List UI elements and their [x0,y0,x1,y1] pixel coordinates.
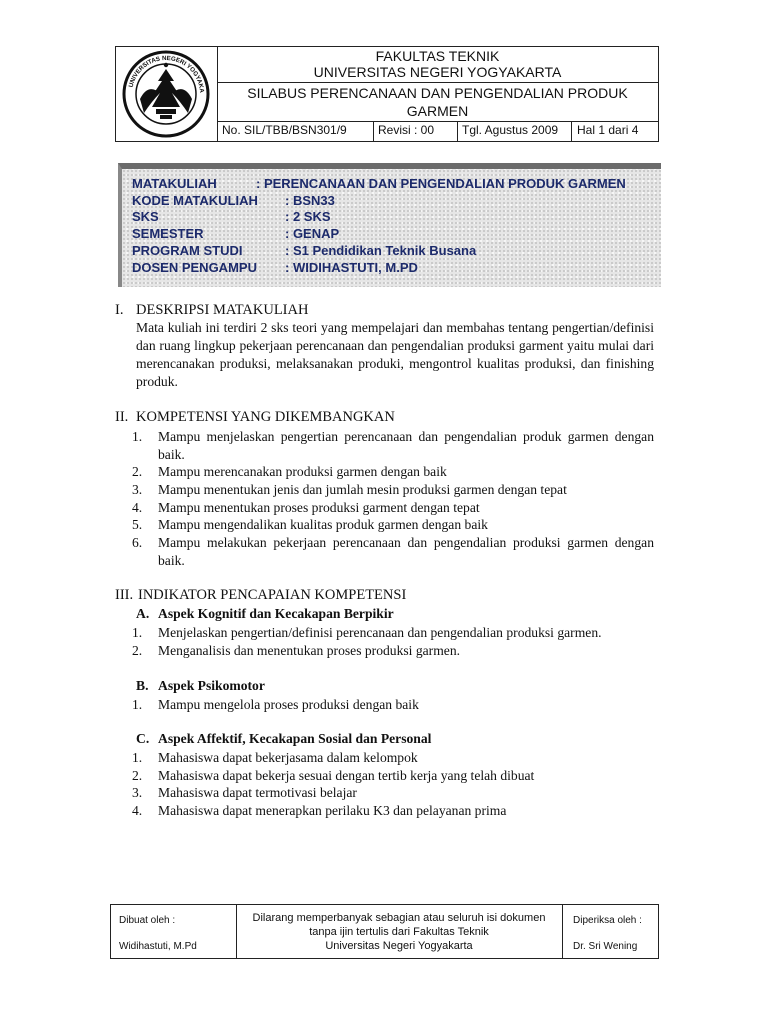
competency-text: Mampu melakukan pekerjaan perencanaan dan pengendalian produksi garmen dengan baik. [158,535,654,568]
list-item: 4. Mampu menentukan proses produksi garment dengan tepat [132,499,654,517]
notice-line-2: tanpa ijin tertulis dari Fakultas Teknik [309,926,489,938]
indicator-text: Mahasiswa dapat bekerjasama dalam kelompok [158,750,418,765]
revision-number: Revisi : 00 [378,123,435,137]
competency-text: Mampu menentukan jenis dan jumlah mesin produksi garmen dengan tepat [158,482,567,497]
made-by-label: Dibuat oleh : [119,915,176,926]
subsection-a-title: Aspek Kognitif dan Kecakapan Berpikir [158,606,394,621]
credits-label: SKS [132,209,159,224]
subsection-a-heading [136,606,394,622]
course-value: : PERENCANAAN DAN PENGENDALIAN PRODUK GARMEN [256,176,626,191]
list-item: 2. Mampu merencanakan produksi garmen dengan baik [132,463,654,481]
lecturer-label: DOSEN PENGAMPU [132,260,257,275]
list-item: 3. Mahasiswa dapat termotivasi belajar [132,784,654,802]
section-2-heading [115,409,395,426]
subsection-b-title: Aspek Psikomotor [158,678,265,693]
logo-ring-text: UNIVERSITAS NEGERI YOGYAKA [127,54,206,94]
list-item: 4. Mahasiswa dapat menerapkan perilaku K3 dan pelayanan prima [132,802,654,820]
lecturer-value: : WIDIHASTUTI, M.PD [285,260,418,275]
university-logo [116,47,217,142]
logo-cell [116,47,218,142]
course-label: MATAKULIAH [132,176,217,191]
indicator-text: Menganalisis dan menentukan proses produksi garmen. [158,643,461,658]
document-date: Tgl. Agustus 2009 [462,123,559,137]
course-code-value: : BSN33 [285,193,335,208]
made-by-name: Widihastuti, M.Pd [119,941,197,952]
notice-line-3: Universitas Negeri Yogyakarta [325,940,473,952]
list-item: 5. Mampu mengendalikan kualitas produk garmen dengan baik [132,516,654,534]
notice-line-1: Dilarang memperbanyak sebagian atau seluruh isi dokumen [252,912,546,924]
section-2-number: II. [115,409,129,425]
document-number: No. SIL/TBB/BSN301/9 [222,123,347,137]
section-1-number: I. [115,302,124,318]
course-info-box [118,163,661,287]
list-item: 2. Menganalisis dan menentukan proses produksi garmen. [132,642,654,660]
course-description: Mata kuliah ini terdiri 2 sks teori yang mempelajari dan membahas tentang pengertian/definisi dan ruang lingkup pekerjaan perencanaan dan pengendalian produksi garment yaitu mulai dari merencanakan produksi, melaksanakan produki, mengontrol kualitas produksi, dan finishing produk. [136,320,654,389]
list-item: 2. Mahasiswa dapat bekerja sesuai dengan tertib kerja yang telah dibuat [132,767,654,785]
subsection-a-letter: A. [136,606,150,621]
list-item: 1. Mampu mengelola proses produksi dengan baik [132,696,654,714]
document-footer-table [110,904,659,959]
section-2-title: KOMPETENSI YANG DIKEMBANGKAN [136,409,395,425]
faculty-name: FAKULTAS TEKNIK [375,48,500,64]
indicator-text: Mahasiswa dapat bekerja sesuai dengan tertib kerja yang telah dibuat [158,768,535,783]
copyright-notice [236,911,562,953]
subsection-c-letter: C. [136,731,150,746]
section-1-title: DESKRIPSI MATAKULIAH [136,302,309,318]
page-indicator: Hal 1 dari 4 [577,123,639,137]
competency-text: Mampu menentukan proses produksi garment dengan tepat [158,500,480,515]
semester-value: : GENAP [285,226,340,241]
indicator-text: Mahasiswa dapat menerapkan perilaku K3 dan pelayanan prima [158,803,507,818]
section-1-heading [115,302,308,319]
credits-value: : 2 SKS [285,209,331,224]
subsection-b-heading [136,678,265,694]
study-program-label: PROGRAM STUDI [132,243,243,258]
section-3-number: III. [115,587,134,603]
list-item: 6. Mampu melakukan pekerjaan perencanaan dan pengendalian produksi garmen dengan baik. [132,535,654,568]
indicator-text: Menjelaskan pengertian/definisi perencanaan dan pengendalian produksi garmen. [158,625,602,640]
faculty-title [217,48,658,80]
indicator-text: Mampu mengelola proses produksi dengan baik [158,697,419,712]
indicator-text: Mahasiswa dapat termotivasi belajar [158,785,357,800]
competency-text: Mampu merencanakan produksi garmen dengan baik [158,464,447,479]
section-3-heading [115,587,406,604]
competency-text: Mampu mengendalikan kualitas produk garmen dengan baik [158,517,488,532]
document-header-table [115,46,659,142]
section-3-title: INDIKATOR PENCAPAIAN KOMPETENSI [138,587,407,603]
list-item: 1. Menjelaskan pengertian/definisi perencanaan dan pengendalian produksi garmen. [132,624,654,642]
subsection-c-heading [136,731,431,747]
checked-by-name: Dr. Sri Wening [573,941,638,952]
university-name: UNIVERSITAS NEGERI YOGYAKARTA [313,64,562,80]
subsection-c-title: Aspek Affektif, Kecakapan Sosial dan Personal [158,731,432,746]
semester-label: SEMESTER [132,226,204,241]
list-item: 1. Mahasiswa dapat bekerjasama dalam kelompok [132,749,654,767]
competency-text: Mampu menjelaskan pengertian perencanaan dan pengendalian produk garmen dengan baik. [158,429,654,462]
subsection-b-letter: B. [136,678,149,693]
list-item: 1. Mampu menjelaskan pengertian perencanaan dan pengendalian produk garmen dengan baik. [132,429,654,462]
course-code-label: KODE MATAKULIAH [132,193,258,208]
list-item: 3. Mampu menentukan jenis dan jumlah mesin produksi garmen dengan tepat [132,481,654,499]
syllabus-title: SILABUS PERENCANAAN DAN PENGENDALIAN PRODUK GARMEN [247,85,628,119]
study-program-value: : S1 Pendidikan Teknik Busana [285,243,477,258]
checked-by-label: Diperiksa oleh : [573,915,642,926]
